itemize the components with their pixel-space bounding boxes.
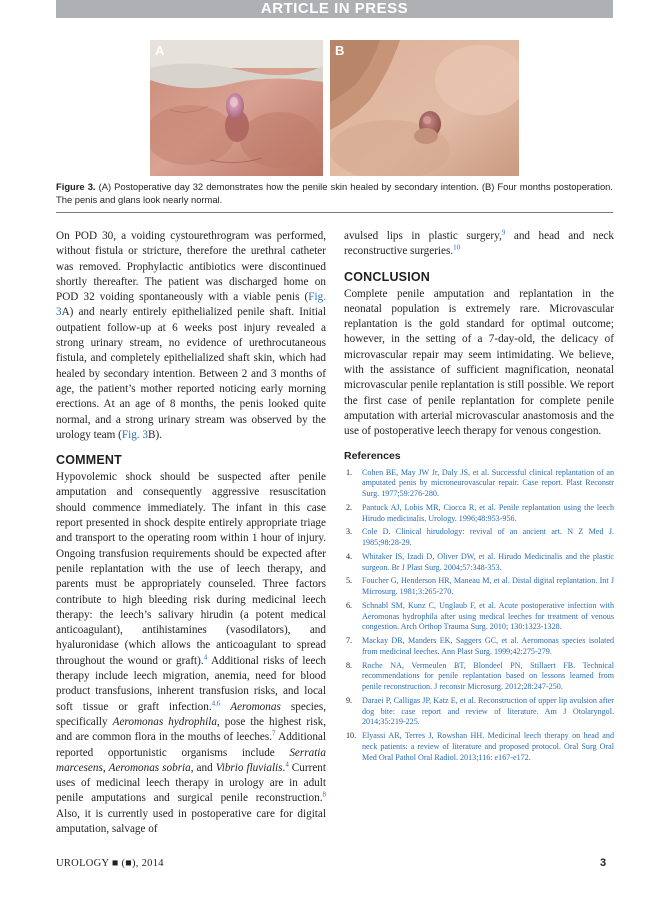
reference-item[interactable]: [344, 576, 614, 598]
text-run: B).: [148, 428, 162, 441]
reference-text: Daraei P, Calligas JP, Katz E, et al. Reconstruction of upper lip avulsion after dog bite: case report and review of literature. Am J Otolaryngol. 2014;35:219-225.: [362, 695, 614, 727]
reference-text: Cohen BE, May JW Jr, Daly JS, et al. Successful clinical replantation of an amputated penis by microneurovascular repair. Case report. Plast Reconstr Surg. 1977;59:276-280.: [362, 467, 614, 499]
left-column: [56, 229, 326, 837]
italic-run: Serratia marcesens: [56, 746, 326, 774]
reference-number: 3.: [346, 527, 353, 537]
article-in-press-banner: ARTICLE IN PRESS: [56, 0, 613, 18]
figure-3b-image: [330, 40, 519, 176]
reference-item[interactable]: [344, 601, 614, 633]
references-heading: References: [344, 449, 401, 462]
text-run: Current uses of medicinal leech therapy in urology are in adult penile amputations and surgical penile reconstruction.: [56, 761, 326, 805]
reference-number: 2.: [346, 502, 353, 512]
figure-3-link[interactable]: Fig. 3: [56, 291, 326, 319]
reference-text: Roche NA, Vermeulen BT, Blondeel PN, Stillaert FB. Technical recommendations for penile replantation based on lessons learned from penile reconstruction. J reconstr Microsurg. 2012;28:247-250.: [362, 660, 614, 692]
citation-link[interactable]: 7: [272, 729, 276, 738]
italic-run: Aeromonas: [220, 700, 281, 713]
comment-paragraph: [56, 470, 326, 837]
reference-item[interactable]: [344, 468, 614, 500]
reference-text: Elyassi AR, Terres J, Rowshan HH. Medicinal leech therapy on head and neck patients: a review of literature and proposed protocol. Oral Surg Oral Med Oral Pathol Oral Radiol. 2013;116: e167-e172.: [362, 731, 614, 762]
reference-number: 1.: [346, 467, 353, 477]
citation-link[interactable]: 4,6: [211, 698, 221, 707]
comment-heading: COMMENT: [56, 453, 122, 468]
italic-run: Aeromonas hydrophila: [112, 715, 217, 728]
text-run: Hypovolemic shock should be suspected after penile amputation and consequently aggressive resuscitation should commence immediately. The infant in this case report presented in shock despite entirely appropriate triage and transport to the operating room within 1 hour of injury. Ongoing transfusion requirements should be expected after penile replantation with the use of leech therapy, and parents must be appropriately counseled. Three factors contribute to high bleeding risk during medicinal leech therapy: the leech’s salivary hirudin (a potent medical anticoagulant), antihistamines (vasodilators), and hyaluronidase (which allows the anticoagulant to spread throughout the wound or graft).: [56, 471, 326, 667]
figure-3b-photo: [330, 40, 519, 176]
reference-text: Mackay DR, Manders EK, Saggers GC, et al. Aeromonas species isolated from medicinal leeches. Ann Plast Surg. 1999;42:275-279.: [362, 636, 614, 656]
footer-journal: UROLOGY ■ (■), 2014: [56, 858, 164, 869]
figure-panel-a-label: A: [155, 43, 165, 58]
conclusion-paragraph: Complete penile amputation and replantation in the neonatal population is extremely rare. Microvascular replantation is the gold standard for optimal outcome; however, in the setting of a 7-day-old, the delicacy of microvascular repair may seem intimidating. We believe, with the assistance of sufficient magnification, neonatal microvascular penile replantation is still possible. We report the first case of penile replantation for complete penile amputation with arterial microvascular anastomosis and the use of postoperative leech therapy for venous congestion.: [344, 287, 614, 438]
reference-item[interactable]: [344, 731, 614, 763]
reference-item[interactable]: [344, 552, 614, 574]
italic-run: Vibrio fluvialis: [215, 761, 283, 774]
text-run: and head and neck reconstructive surgeries.: [344, 230, 614, 258]
citation-link[interactable]: 4: [285, 760, 289, 769]
reference-number: 9.: [346, 695, 353, 705]
text-run: ,: [102, 761, 109, 774]
text-run: species, specifically: [56, 700, 327, 728]
figure-3-link[interactable]: Fig. 3: [121, 428, 148, 441]
reference-text: Schnabl SM, Kunz C, Unglaub F, et al. Acute postoperative infection with Aeromonas hydrophila after using medical leeches for treatment of venous congestion. Arch Orthop Trauma Surg. 2010; 130:1323-1328.: [362, 600, 614, 632]
text-run: avulsed lips in plastic surgery,: [344, 230, 502, 242]
figure-panel-b-label: B: [335, 43, 345, 58]
citation-link[interactable]: 8: [322, 790, 326, 799]
reference-number: 10.: [346, 731, 357, 741]
reference-item[interactable]: [344, 527, 614, 549]
continued-paragraph: [344, 229, 614, 260]
reference-text: Cole D. Clinical hirudology: revival of an ancient art. N Z Med J. 1985;98:28-29.: [362, 527, 614, 548]
reference-item[interactable]: [344, 661, 614, 693]
text-run: , pose the highest risk, and are common flora in the mouths of leeches.: [56, 715, 327, 744]
citation-link[interactable]: 10: [453, 243, 461, 252]
figure-3a-image: [150, 40, 323, 176]
text-run: Also, it is currently used in postoperative care for digital amputation, salvage of: [56, 807, 326, 835]
results-paragraph: [56, 229, 326, 443]
page-number: 3: [600, 857, 607, 869]
text-run: A) and nearly entirely epithelialized penile shaft. Initial outpatient follow-up at 6 weeks post injury revealed a strong urinary stream, no evidence of urethrocutaneous fistula, and completely epithelialized shaft skin, which had healed by secondary intention. Between 2 and 3 months of age, the patient’s mother reported noticing early morning erections. At an age of 8 months, the penis looked quite normal, and a strong urinary stream was observed by the urology team (: [56, 306, 326, 441]
text-run: Additional risks of leech therapy include leech migration, anemia, need for blood product transfusions, inherent transfusion risks, and local soft tissue or graft infection.: [56, 654, 326, 713]
italic-run: Aeromonas sobria: [108, 761, 191, 774]
figure-3a-photo: [150, 40, 323, 176]
citation-link[interactable]: 4: [203, 652, 208, 661]
reference-number: 5.: [346, 576, 353, 586]
text-run: , and: [190, 761, 216, 774]
reference-item[interactable]: [344, 636, 614, 658]
caption-divider: [56, 212, 613, 213]
reference-number: 6.: [346, 600, 353, 610]
reference-number: 4.: [346, 551, 353, 561]
text-run: On POD 30, a voiding cystourethrogram was performed, without fistula or stricture, therefore the urethral catheter was removed. Prophylactic antibiotics were discontinued shortly thereafter. The patient was discharged home on POD 32 voiding spontaneously with a viable penis (: [56, 230, 326, 304]
figure-caption-text: (A) Postoperative day 32 demonstrates how the penile skin healed by secondary intention. (B) Four months postoperation. The penis and glans look nearly normal.: [56, 181, 613, 205]
figure-caption-label: Figure 3.: [56, 181, 96, 192]
citation-link[interactable]: 9: [501, 228, 506, 237]
reference-item[interactable]: [344, 503, 614, 525]
reference-item[interactable]: [344, 696, 614, 728]
figure-caption: [56, 180, 613, 206]
reference-text: Pantuck AJ, Lobis MR, Ciocca R, et al. Penile replantation using the leech Hirudo medicinalis. Urology. 1996;48:953-956.: [362, 502, 614, 523]
text-run: .: [282, 761, 286, 774]
reference-number: 8.: [346, 660, 353, 670]
references-list: [344, 468, 614, 764]
right-column: [344, 229, 614, 766]
reference-number: 7.: [346, 636, 353, 646]
reference-text: Whitaker IS, Izadi D, Oliver DW, et al. Hirudo Medicinalis and the plastic surgeon. Br J Plast Surg. 2004;57:348-353.: [362, 551, 614, 572]
conclusion-heading: CONCLUSION: [344, 269, 431, 284]
reference-text: Foucher G, Henderson HR, Maneau M, et al. Distal digital replantation. Int J Microsurg. 1981;3:265-270.: [362, 576, 614, 597]
text-run: Additional reported opportunistic organisms include: [56, 731, 326, 759]
